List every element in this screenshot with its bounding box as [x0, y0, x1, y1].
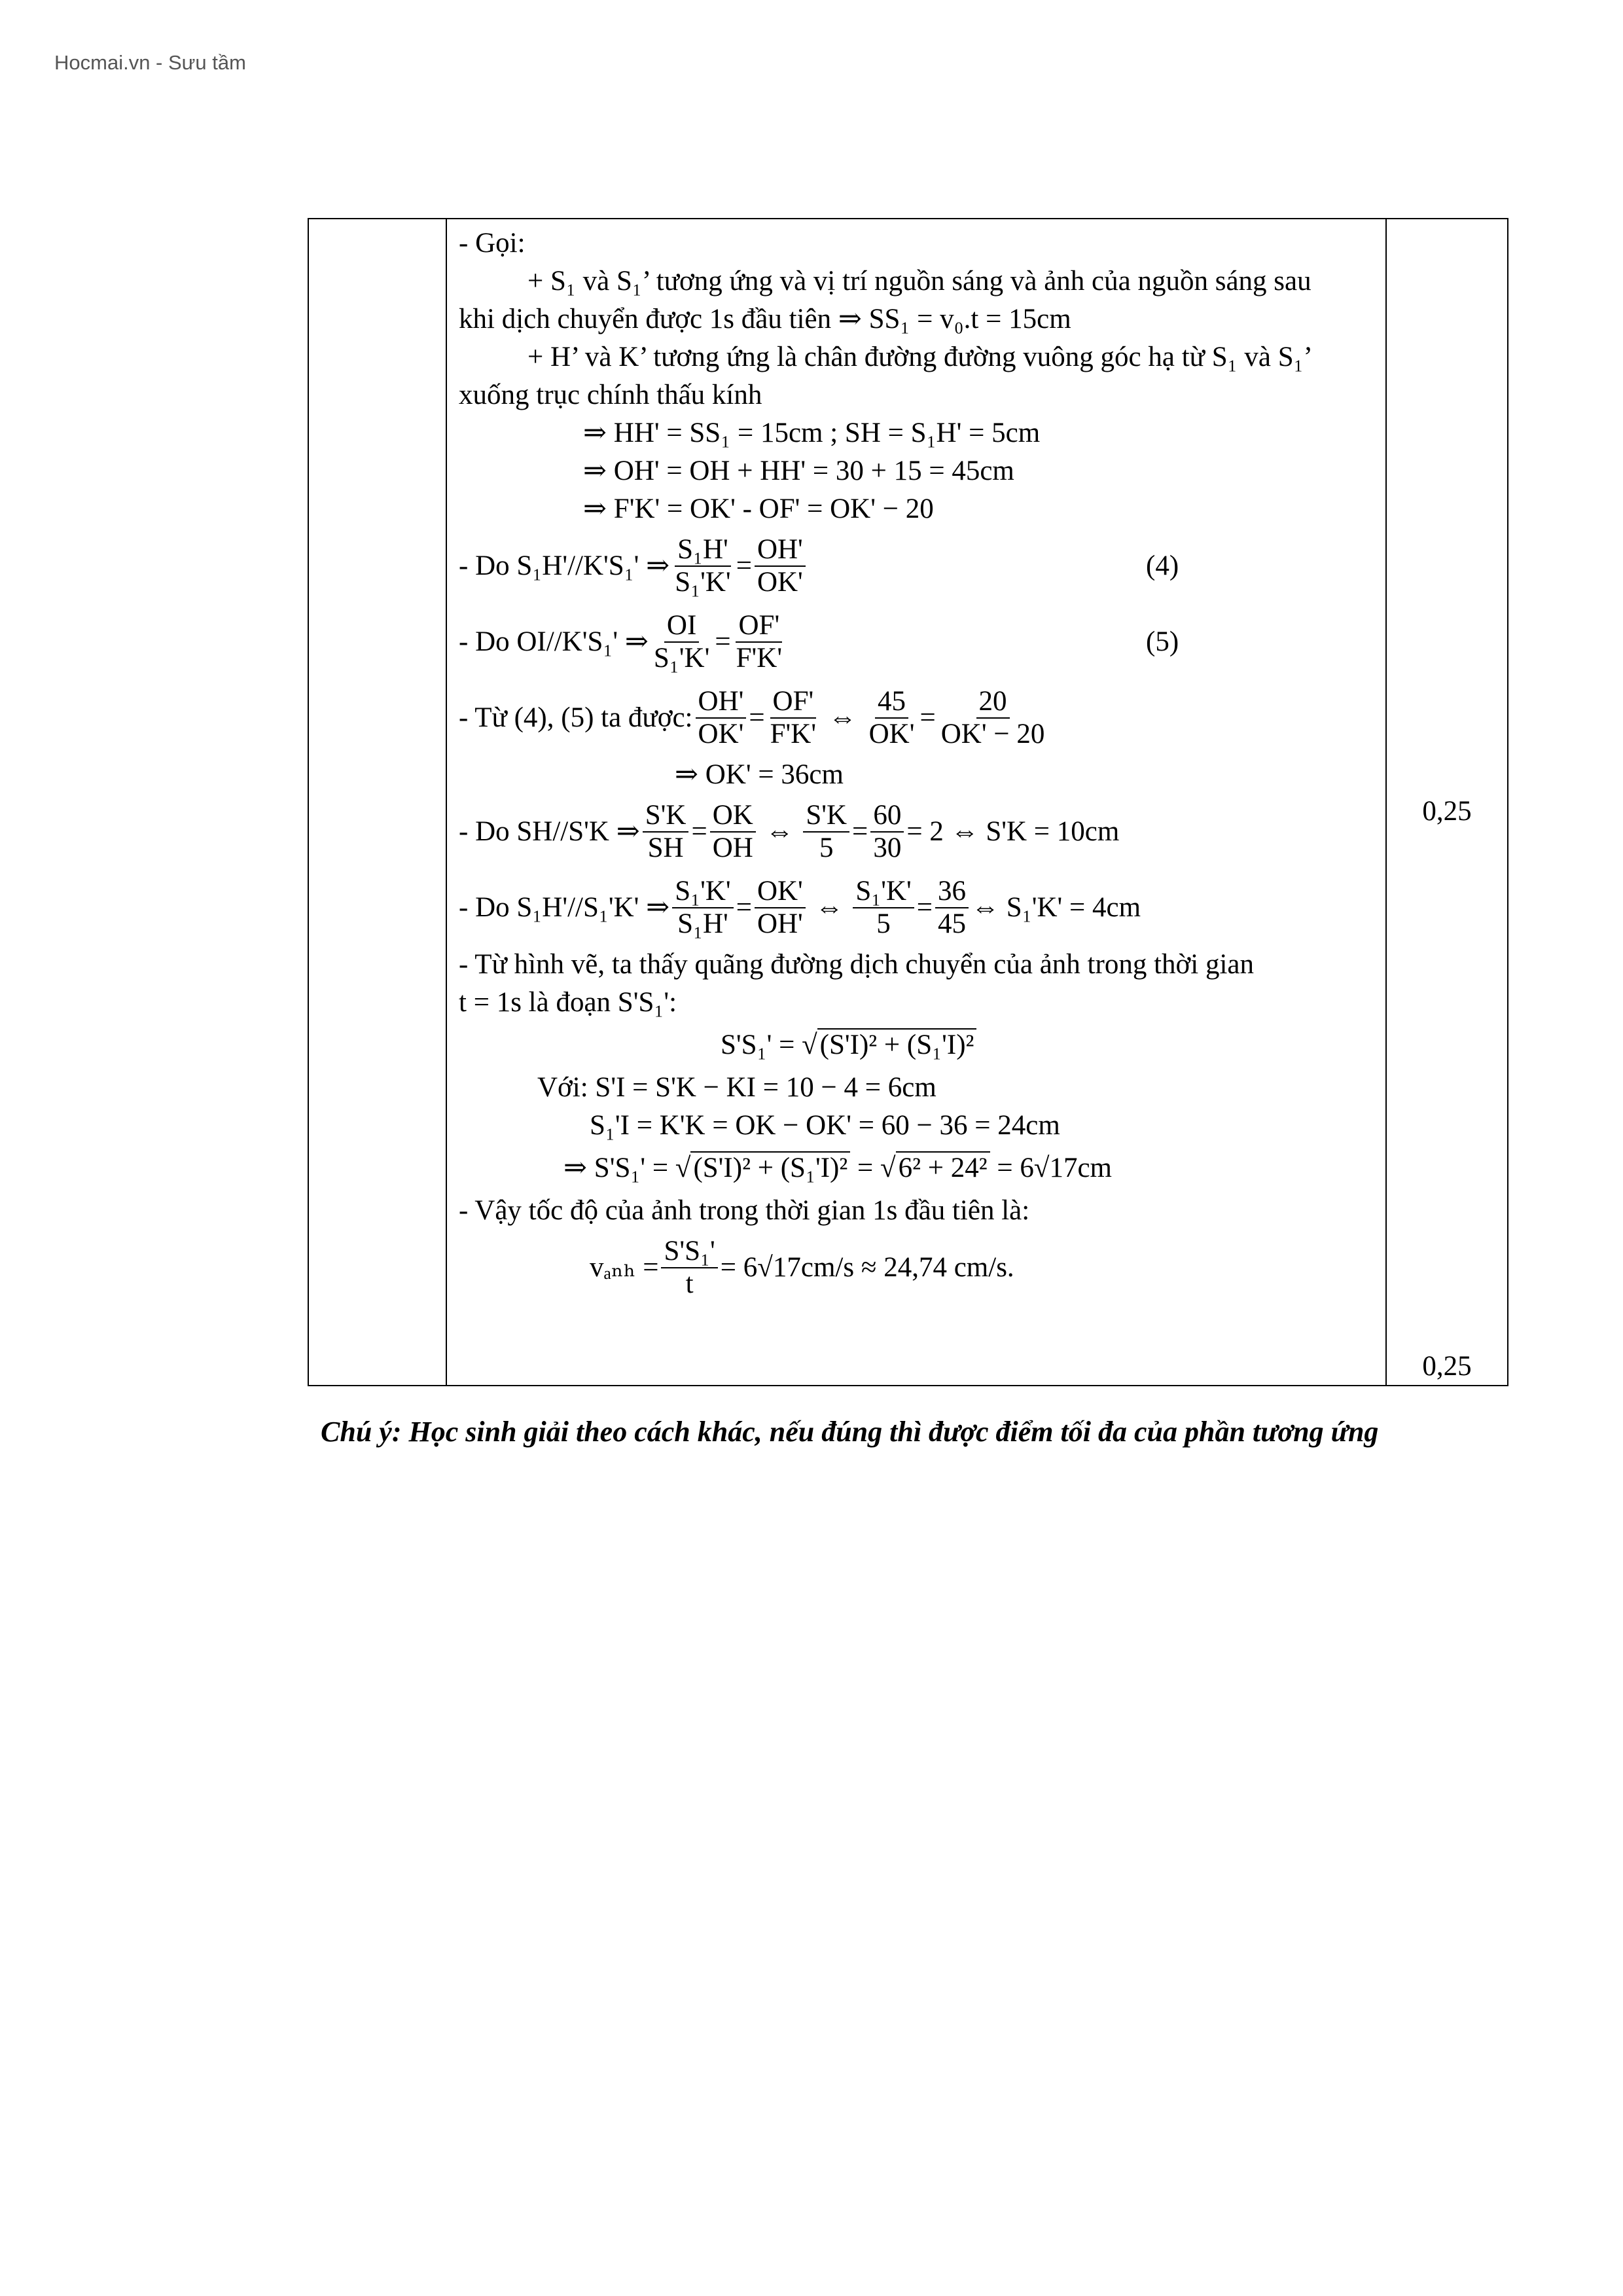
eq4-num1: S₁H': [675, 534, 731, 567]
s1k-den4: 45: [938, 908, 967, 939]
line-goi: - Gọi:: [459, 228, 526, 259]
line-fk: ⇒ F'K' = OK' - OF' = OK' − 20: [583, 493, 934, 524]
line-van-toc: - Vậy tốc độ của ảnh trong thời gian 1s đầu tiên là:: [459, 1195, 1030, 1226]
eq5-num1: OI: [664, 610, 699, 643]
combine-frac3: [866, 686, 918, 750]
line-oh: ⇒ OH' = OH + HH' = 30 + 15 = 45cm: [583, 456, 1014, 486]
speed-prefix: vₐₙₕ =: [590, 1252, 659, 1283]
line-ok: ⇒ OK' = 36cm: [675, 759, 844, 790]
score-1: 0,25: [1422, 796, 1472, 827]
combine-den4: OK' − 20: [940, 719, 1045, 749]
page-header-source: Hocmai.vn - Sưu tầm: [54, 51, 246, 74]
ss1r-radicand: (S'I)² + (S₁'I)²: [690, 1151, 850, 1183]
s1k-den1: S₁H': [677, 908, 728, 939]
equation-combine: - Từ (4), (5) ta được: $\frac{OH'}{OK'}$ = $\frac{OF'}{F'K'}$ ⇔ $\frac{45}{OK'}$ = $\frac{20}{OK' - 20}$: [459, 680, 1379, 756]
combine-num2: OF': [770, 686, 817, 719]
sk-num3: S'K: [803, 800, 849, 833]
combine-den3: OK': [868, 719, 915, 749]
combine-prefix: - Từ (4), (5) ta được:: [459, 702, 693, 733]
sk-num2: OK: [710, 800, 756, 833]
s1k-frac1: [672, 876, 733, 940]
line-ss1: khi dịch chuyển được 1s đầu tiên ⇒ SS₁ = v₀.t = 15cm: [459, 304, 1071, 334]
eq5-prefix: - Do OI//K'S₁' ⇒: [459, 626, 649, 657]
combine-num4: 20: [976, 686, 1010, 719]
s1k-num3: S₁'K': [853, 876, 914, 908]
equation-5: - Do OI//K'S₁' ⇒ $\frac{OI}{\text{S₁'K'}}$ = $\frac{OF'}{F'K'}$ (5): [459, 610, 1179, 673]
combine-num1: OH': [696, 686, 747, 719]
ss1r-prefix: ⇒ S'S₁' = √: [563, 1153, 691, 1183]
question-number-cell: [308, 219, 446, 1386]
combine-frac4: [938, 686, 1048, 750]
ss1r-mid: = √: [857, 1153, 896, 1183]
eq4-den2: OK': [757, 567, 803, 598]
speed-den: t: [685, 1268, 694, 1299]
ss1-prefix: S'S₁' = √: [721, 1030, 817, 1060]
eq5-den1: S₁'K': [653, 643, 710, 673]
eq5-frac2: [734, 610, 785, 674]
line-quang-duong: - Từ hình vẽ, ta thấy quãng đường dịch chuyển của ảnh trong thời gian: [459, 949, 1254, 980]
sk-result: = 2 ⇔ S'K = 10cm: [906, 816, 1120, 847]
sk-prefix: - Do SH//S'K ⇒: [459, 816, 640, 847]
sk-frac2: [710, 800, 756, 864]
sk-den4: 30: [873, 833, 902, 863]
eq4-tag: (4): [1146, 550, 1179, 581]
eq4-num2: OH': [755, 534, 806, 567]
ss1-radicand: (S'I)² + (S₁'I)²: [817, 1028, 977, 1060]
sk-den2: OH: [712, 833, 753, 863]
eq5-num2: OF': [736, 610, 782, 643]
s1k-frac4: [935, 876, 969, 940]
sk-num1: S'K: [643, 800, 689, 833]
eq4-frac1: [672, 534, 733, 598]
equation-sk: - Do SH//S'K ⇒ $\frac{S'K}{SH}$ = $\frac{OK}{OH}$ ⇔ $\frac{S'K}{5}$ = $\frac{60}{30}$ = 2 ⇔ S'K = 10cm: [459, 800, 1120, 863]
combine-den2: F'K': [770, 719, 817, 749]
s1k-prefix: - Do S₁H'//S₁'K' ⇒: [459, 892, 670, 923]
combine-frac2: [768, 686, 819, 750]
line-hh: ⇒ HH' = SS₁ = 15cm ; SH = S₁H' = 5cm: [583, 418, 1041, 448]
s1k-result: ⇔ S₁'K' = 4cm: [971, 892, 1141, 923]
eq4-prefix: - Do S₁H'//K'S₁' ⇒: [459, 550, 670, 581]
solution-cell: [446, 219, 1386, 1386]
speed-frac: [661, 1236, 717, 1300]
line-si: Với: S'I = S'K − KI = 10 − 4 = 6cm: [537, 1072, 936, 1103]
eq4-den1: S₁'K': [675, 567, 731, 598]
score-2: 0,25: [1422, 1351, 1472, 1382]
grading-note: Chú ý: Học sinh giải theo cách khác, nếu đúng thì được điểm tối đa của phần tương ứng: [321, 1416, 1379, 1448]
speed-result: = 6√17cm/s ≈ 24,74 cm/s.: [720, 1252, 1014, 1283]
sk-frac4: [870, 800, 904, 864]
equation-ss1: [459, 1022, 1379, 1069]
eq5-den2: F'K': [736, 643, 783, 673]
equation-speed: [459, 1230, 1379, 1306]
combine-den1: OK': [698, 719, 744, 749]
combine-frac1: [696, 686, 747, 750]
s1k-frac2: [755, 876, 806, 940]
equation-s1k: - Do S₁H'//S₁'K' ⇒ $\frac{\text{S₁'K'}}{\text{S₁H'}}$ = $\frac{OK'}{OH'}$ ⇔ $\frac{\text{S₁'K'}}{5}$ = $\frac{36}{45}$ ⇔ S₁'K' = 4cm: [459, 876, 1141, 939]
s1k-den3: 5: [876, 908, 891, 939]
line-s1i: S₁'I = K'K = OK − OK' = 60 − 36 = 24cm: [590, 1110, 1060, 1141]
line-hk-def: + H’ và K’ tương ứng là chân đường đường vuông góc hạ từ S₁ và S₁’: [527, 342, 1313, 372]
ss1r-radicand2: 6² + 24²: [896, 1151, 990, 1183]
sk-num4: 60: [870, 800, 904, 833]
sk-frac3: [803, 800, 849, 864]
sk-den1: SH: [647, 833, 684, 863]
s1k-frac3: [853, 876, 914, 940]
equation-ss1-result: [459, 1145, 1379, 1192]
equation-4: - Do S₁H'//K'S₁' ⇒ $\frac{\text{S₁H'}}{\text{S₁'K'}}$ = $\frac{OH'}{OK'}$ (4): [459, 534, 1179, 598]
s1k-num4: 36: [935, 876, 969, 908]
eq5-tag: (5): [1146, 626, 1179, 657]
line-s1-def: + S₁ và S₁’ tương ứng và vị trí nguồn sáng và ảnh của nguồn sáng sau: [527, 266, 1311, 296]
combine-num3: 45: [875, 686, 908, 719]
s1k-num2: OK': [755, 876, 806, 908]
sk-frac1: [643, 800, 689, 864]
ss1r-result: = 6√17cm: [997, 1153, 1113, 1183]
speed-num: S'S₁': [661, 1236, 717, 1268]
s1k-den2: OH': [757, 908, 803, 939]
score-cell: [1386, 219, 1508, 1386]
sk-den3: 5: [819, 833, 834, 863]
s1k-num1: S₁'K': [672, 876, 733, 908]
solution-table: [308, 218, 1508, 1386]
eq5-frac1: [651, 610, 712, 674]
line-truc-chinh: xuống trục chính thấu kính: [459, 380, 762, 410]
eq4-frac2: [755, 534, 806, 598]
line-doan: t = 1s là đoạn S'S₁':: [459, 987, 677, 1018]
